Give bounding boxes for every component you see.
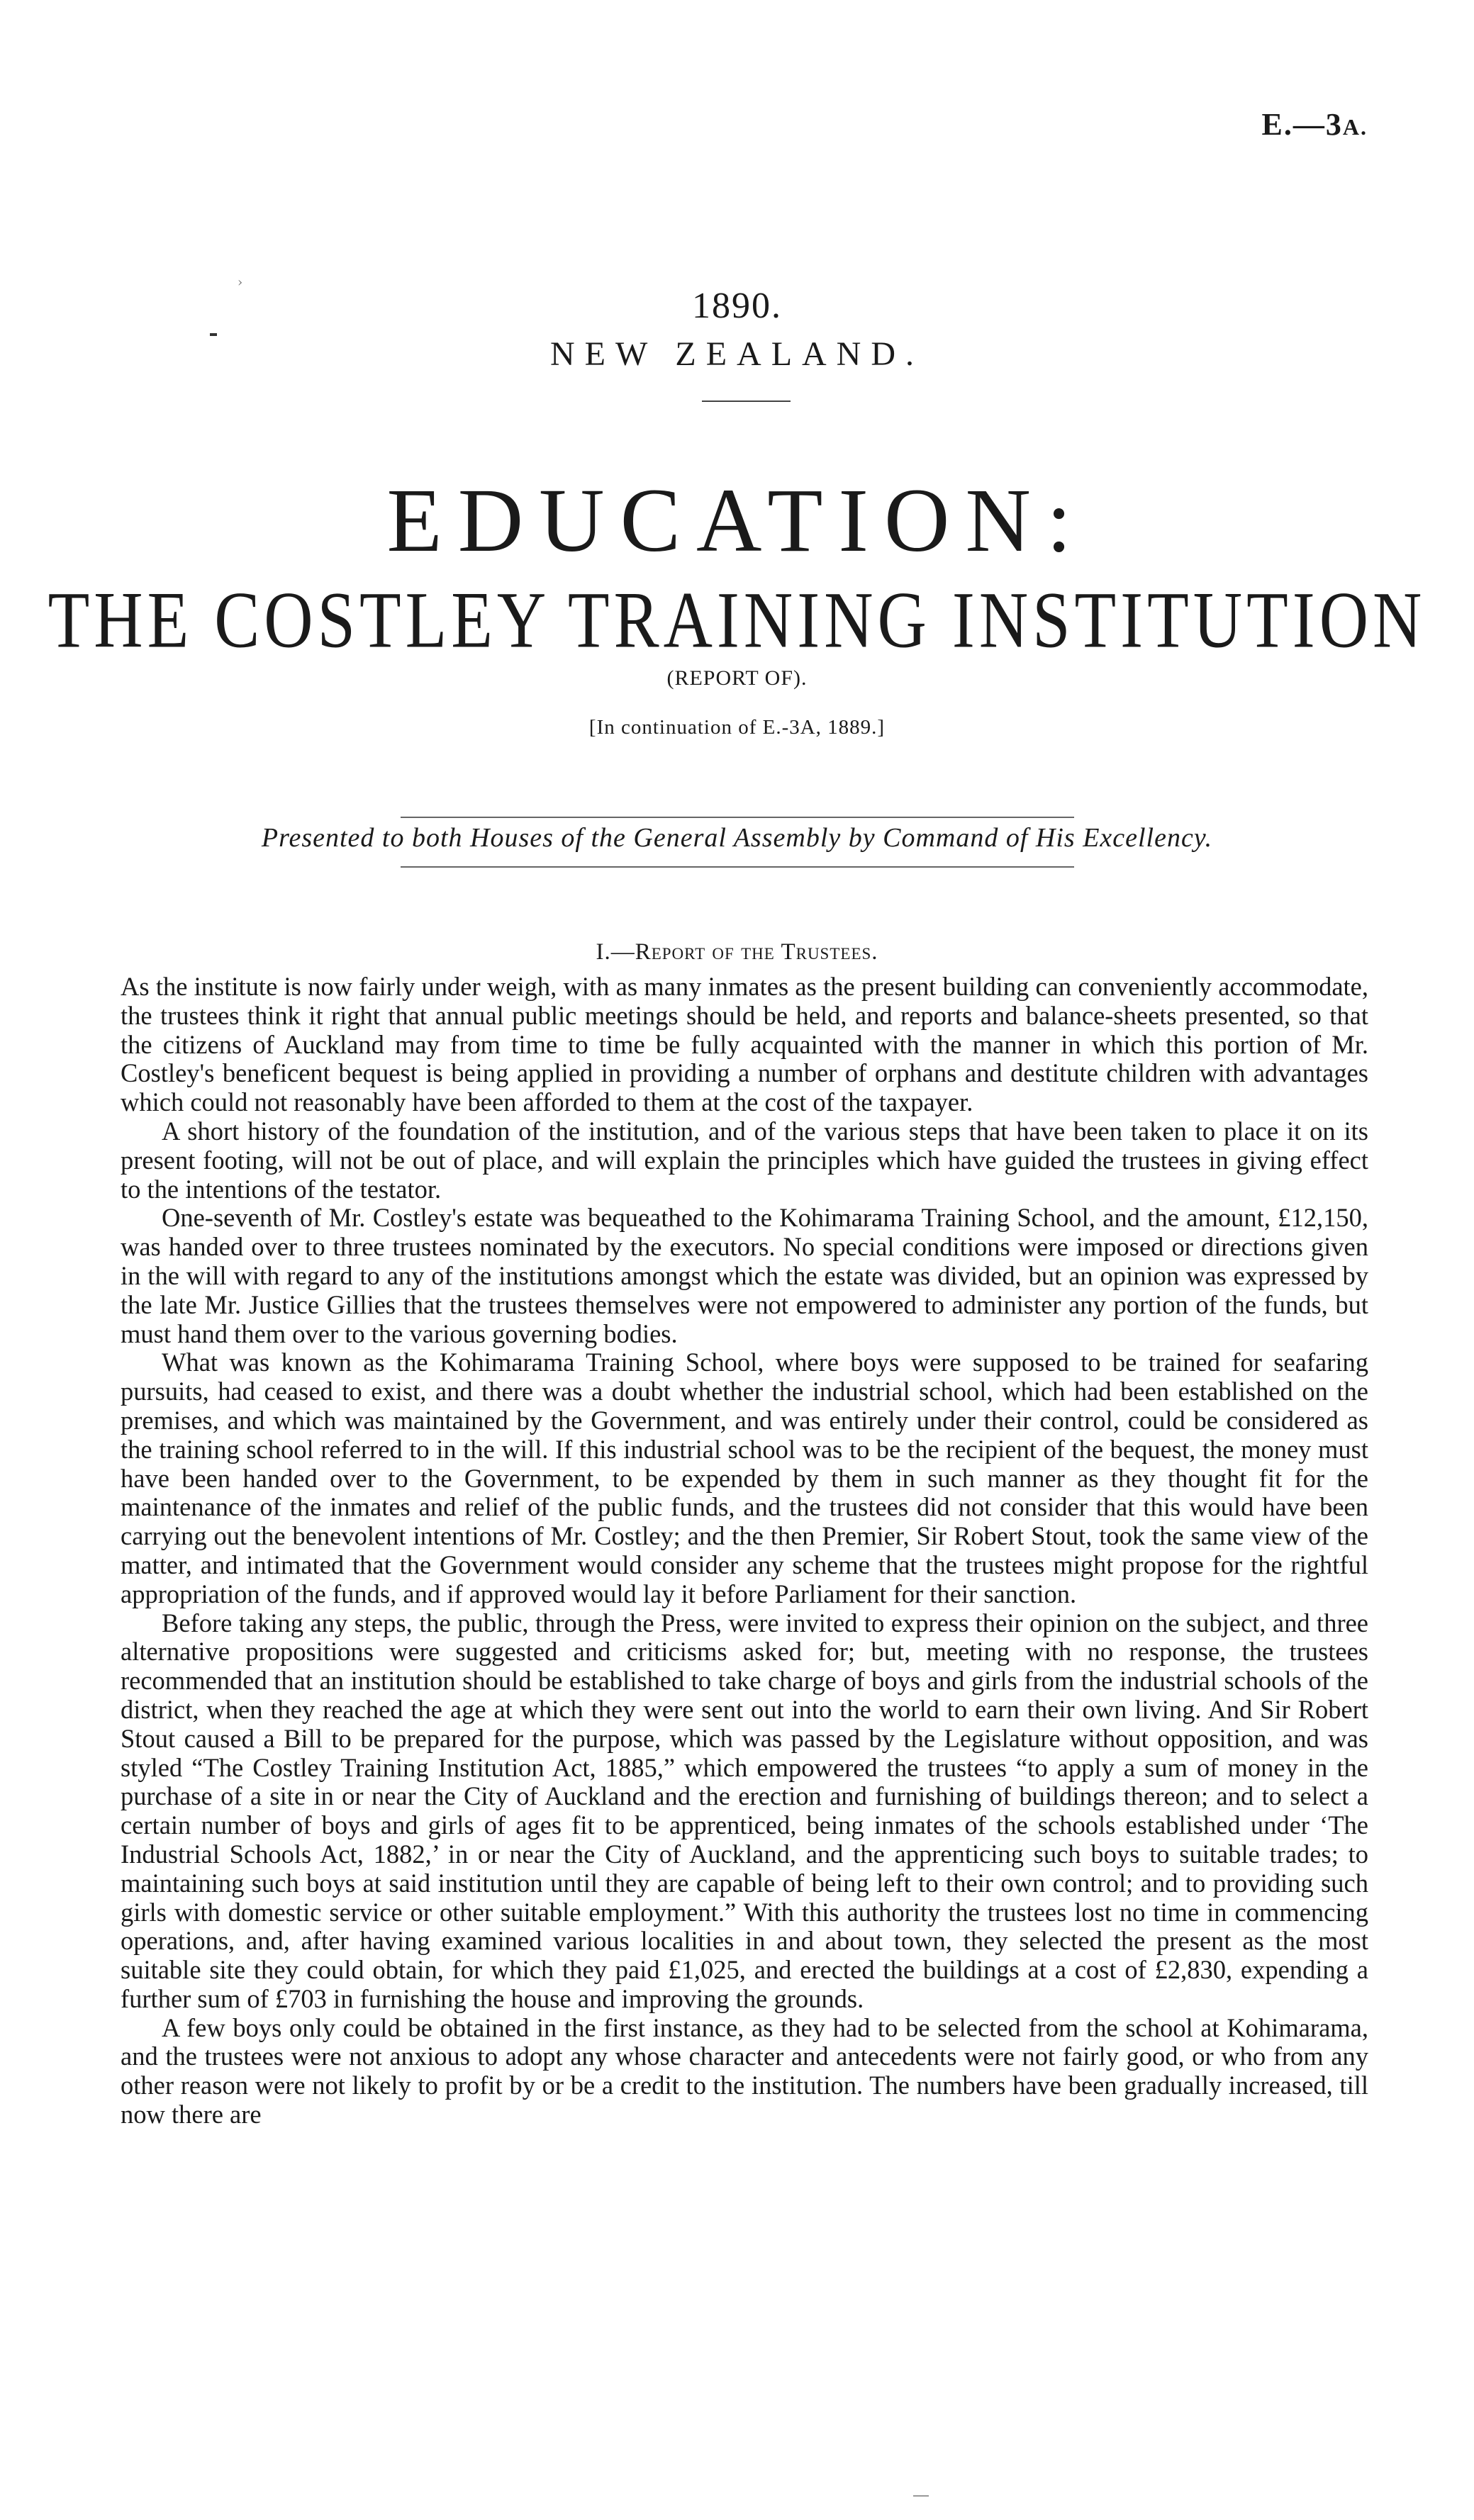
divider-rule <box>401 866 1074 868</box>
divider-rule <box>401 817 1074 818</box>
report-body <box>121 973 1368 2129</box>
section-heading: I.—Report of the Trustees. <box>596 939 878 965</box>
report-of-label: (REPORT OF). <box>666 666 808 690</box>
paragraph: A short history of the foundation of the institution, and of the various steps that have been taken to place it on its present footing, will not be out of place, and will explain the principles which have guided the trustees in giving effect to the intentions of the testator. <box>121 1116 1368 1204</box>
paragraph: A few boys only could be obtained in the first instance, as they had to be selected from the school at Kohimarama, and the trustees were not anxious to adopt any whose character and antecedents were not fairly good, or who from any other reason were not likely to profit by or be a credit to the institution. The numbers have been gradually increased, till now there are <box>121 2012 1368 2129</box>
main-title: EDUCATION: <box>386 470 1088 571</box>
presented-statement: Presented to both Houses of the General Assembly by Command of His Excellency. <box>261 823 1213 853</box>
document-reference <box>1262 106 1368 142</box>
reference-main: E.—3 <box>1261 107 1343 142</box>
publication-year: 1890. <box>692 286 782 326</box>
continuation-note: [In continuation of E.-3A, 1889.] <box>588 716 886 739</box>
stray-mark: › <box>238 275 243 290</box>
stray-mark <box>913 2495 929 2497</box>
reference-suffix: A. <box>1342 114 1368 140</box>
paragraph: As the institute is now fairly under weigh, with as many inmates as the present building can conveniently accommodate, the trustees think it right that annual public meetings should be held, and reports and balance-sheets presented, so that the citizens of Auckland may from time to time be fully acquainted with the manner in which this portion of Mr. Costley's beneficent bequest is being applied in providing a number of orphans and destitute children with advantages which could not reasonably have been afforded to them at the cost of the taxpayer. <box>121 972 1368 1117</box>
country-heading: NEW ZEALAND. <box>549 335 925 373</box>
divider-rule <box>702 401 791 402</box>
document-subtitle: THE COSTLEY TRAINING INSTITUTION <box>48 574 1426 665</box>
paragraph: What was known as the Kohimarama Training School, where boys were supposed to be trained for seafaring pursuits, had ceased to exist, and there was a doubt whether the industrial school, which had been established on the premises, and which was maintained by the Government, and was entirely under their control, could be considered as the training school referred to in the will. If this industrial school was to be the recipient of the bequest, the money must have been handed over to the Government, to be expended by them in such manner as they thought fit for the maintenance of the inmates and relief of the public funds, and the trustees did not consider that this would have been carrying out the benevolent intentions of Mr. Costley; and the then Premier, Sir Robert Stout, took the same view of the matter, and intimated that the Government would consider any scheme that the trustees might propose for the rightful appropriation of the funds, and if approved would lay it before Parliament for their sanction. <box>121 1348 1368 1608</box>
paragraph: One-seventh of Mr. Costley's estate was bequeathed to the Kohimarama Training School, and the amount, £12,150, was handed over to three trustees nominated by the executors. No special conditions were imposed or directions given in the will with regard to any of the institutions amongst which the estate was divided, but an opinion was expressed by the late Mr. Justice Gillies that the trustees themselves were not empowered to administer any portion of the funds, but must hand them over to the various governing bodies. <box>121 1203 1368 1348</box>
paragraph: Before taking any steps, the public, through the Press, were invited to express their opinion on the subject, and three alternative propositions were suggested and criticisms asked for; but, meeting with no response, the trustees recommended that an institution should be established to take charge of boys and girls from the industrial schools of the district, when they reached the age at which they were sent out into the world to earn their own living. And Sir Robert Stout caused a Bill to be prepared for the purpose, which was passed by the Legislature without opposition, and was styled “The Costley Training Institution Act, 1885,” which empowered the trustees “to apply a sum of money in the purchase of a site in or near the City of Auckland and the erection and furnishing of buildings thereon; and to select a certain number of boys and girls of ages fit to be apprenticed, being inmates of the schools established under ‘The Industrial Schools Act, 1882,’ in or near the City of Auckland, and the apprenticing such boys to suitable trades; to maintaining such boys at said institution until they are capable of being left to their own control; and to providing such girls with domestic service or other suitable employment.” With this authority the trustees lost no time in commencing operations, and, after having examined various localities in and about town, they selected the present as the most suitable site they could obtain, for which they paid £1,025, and erected the buildings at a cost of £2,830, expending a further sum of £703 in furnishing the house and improving the grounds. <box>121 1608 1368 2013</box>
